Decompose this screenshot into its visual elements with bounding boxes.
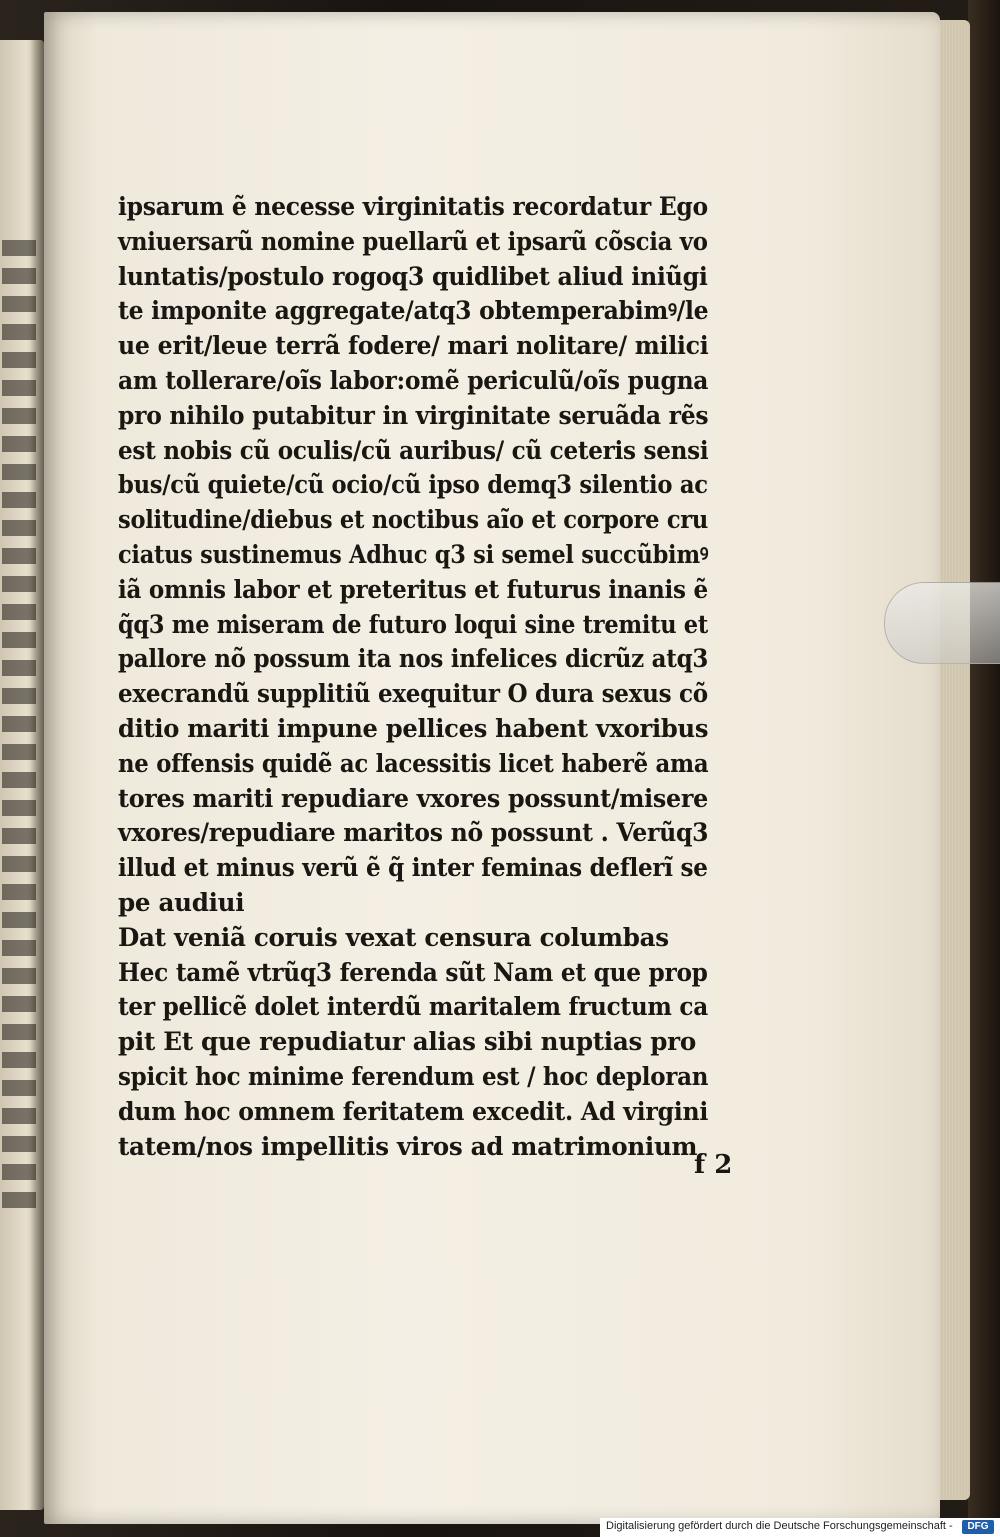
text-line: ue erit/leue terrã fodere/ mari nolitare/ milici xyxy=(118,331,709,361)
text-line: dum hoc omnem feritatem excedit. Ad virgini xyxy=(118,1096,709,1126)
text-line: ditio mariti impune pellices habent vxoribus xyxy=(118,713,709,743)
text-line: spicit hoc minime ferendum est / hoc deploran xyxy=(118,1061,709,1091)
text-line: vxores/repudiare maritos nõ possunt . Verũq3 xyxy=(118,818,709,848)
signature-mark: f 2 xyxy=(694,1150,733,1180)
digitization-credit: Digitalisierung gefördert durch die Deutsche Forschungsgemeinschaft - xyxy=(606,1520,953,1532)
text-line: pit Et que repudiatur alias sibi nuptias pro xyxy=(118,1027,696,1057)
text-line: luntatis/postulo rogoq3 quidlibet aliud iniũgi xyxy=(118,261,708,291)
text-line: iã omnis labor et preteritus et futurus inanis ẽ xyxy=(118,574,708,604)
text-line: illud et minus verũ ẽ q̃ inter feminas deflerĩ se xyxy=(118,853,708,883)
text-line: bus/cũ quiete/cũ ocio/cũ ipso demq3 silentio ac xyxy=(118,470,708,500)
text-line: q̃q3 me miseram de futuro loqui sine tremitu et xyxy=(118,609,708,639)
text-line: pe audiui xyxy=(118,887,245,917)
text-line: ipsarum ẽ necesse virginitatis recordatur Ego xyxy=(118,192,708,221)
text-line: tatem/nos impellitis viros ad matrimonium xyxy=(118,1131,698,1161)
text-line: execrandũ supplitiũ exequitur O dura sexus cõ xyxy=(118,679,708,709)
text-line: vniuersarũ nomine puellarũ et ipsarũ cõscia vo xyxy=(118,226,708,256)
text-line: tores mariti repudiare vxores possunt/misere xyxy=(118,783,708,813)
scan-right-edge xyxy=(968,0,1000,1537)
facing-page-edge xyxy=(0,40,44,1510)
text-line: pro nihilo putabitur in virginitate seruãda rẽs xyxy=(118,400,709,430)
dfg-logo: DFG xyxy=(962,1520,994,1534)
text-line: ter pellicẽ dolet interdũ maritalem fructum ca xyxy=(118,992,708,1022)
text-line: Hec tamẽ vtrũq3 ferenda sũt Nam et que prop xyxy=(118,957,708,987)
bookmark-clip xyxy=(884,582,1000,664)
text-line: solitudine/diebus et noctibus aĩo et corpore cru xyxy=(118,505,709,535)
text-line: ciatus sustinemus Adhuc q3 si semel succũbimꝰ xyxy=(118,539,709,569)
text-line: am tollerare/oĩs labor:omẽ periculũ/oĩs pugna xyxy=(118,365,709,395)
text-line: Dat veniã coruis vexat censura columbas xyxy=(118,922,669,952)
text-line: te imponite aggregate/atq3 obtemperabimꝰ/le xyxy=(118,296,709,326)
page-text-block xyxy=(118,190,718,1164)
text-line: est nobis cũ oculis/cũ auribus/ cũ ceteris sensi xyxy=(118,435,709,465)
text-line: ne offensis quidẽ ac lacessitis licet haberẽ ama xyxy=(118,748,709,778)
text-line: pallore nõ possum ita nos infelices dicrũz atq3 xyxy=(118,644,709,674)
gutter-shadow xyxy=(30,40,44,1510)
